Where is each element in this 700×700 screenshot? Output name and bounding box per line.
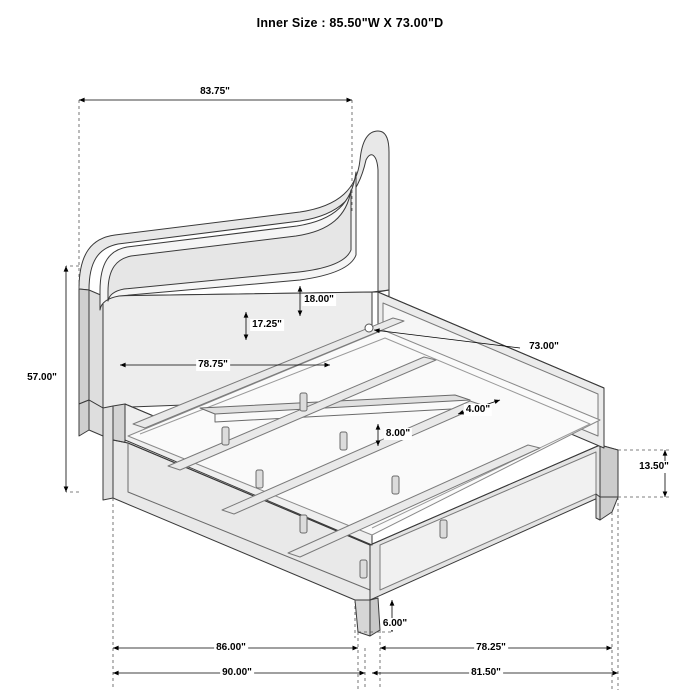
dim-headboard-panel-height: 18.00" bbox=[304, 294, 334, 305]
dim-inner-depth: 73.00" bbox=[529, 341, 559, 352]
dim-overall-length-right: 81.50" bbox=[471, 667, 501, 678]
dim-rail-height: 8.00" bbox=[385, 428, 411, 439]
dim-overall-length-left: 90.00" bbox=[222, 667, 252, 678]
dim-leg-height: 6.00" bbox=[382, 618, 408, 629]
dim-headboard-panel-inner: 17.25" bbox=[252, 319, 282, 330]
dim-headboard-width: 83.75" bbox=[200, 86, 230, 97]
dim-overall-height: 57.00" bbox=[27, 372, 57, 383]
dim-headboard-inner-width: 78.75" bbox=[198, 359, 228, 370]
page-title: Inner Size : 85.50"W X 73.00"D bbox=[256, 16, 444, 30]
dim-inner-length-right: 78.25" bbox=[476, 642, 506, 653]
dim-footboard-height: 13.50" bbox=[639, 461, 669, 472]
dim-inner-length-left: 86.00" bbox=[216, 642, 246, 653]
dim-slat-spacing: 4.00" bbox=[465, 404, 491, 415]
